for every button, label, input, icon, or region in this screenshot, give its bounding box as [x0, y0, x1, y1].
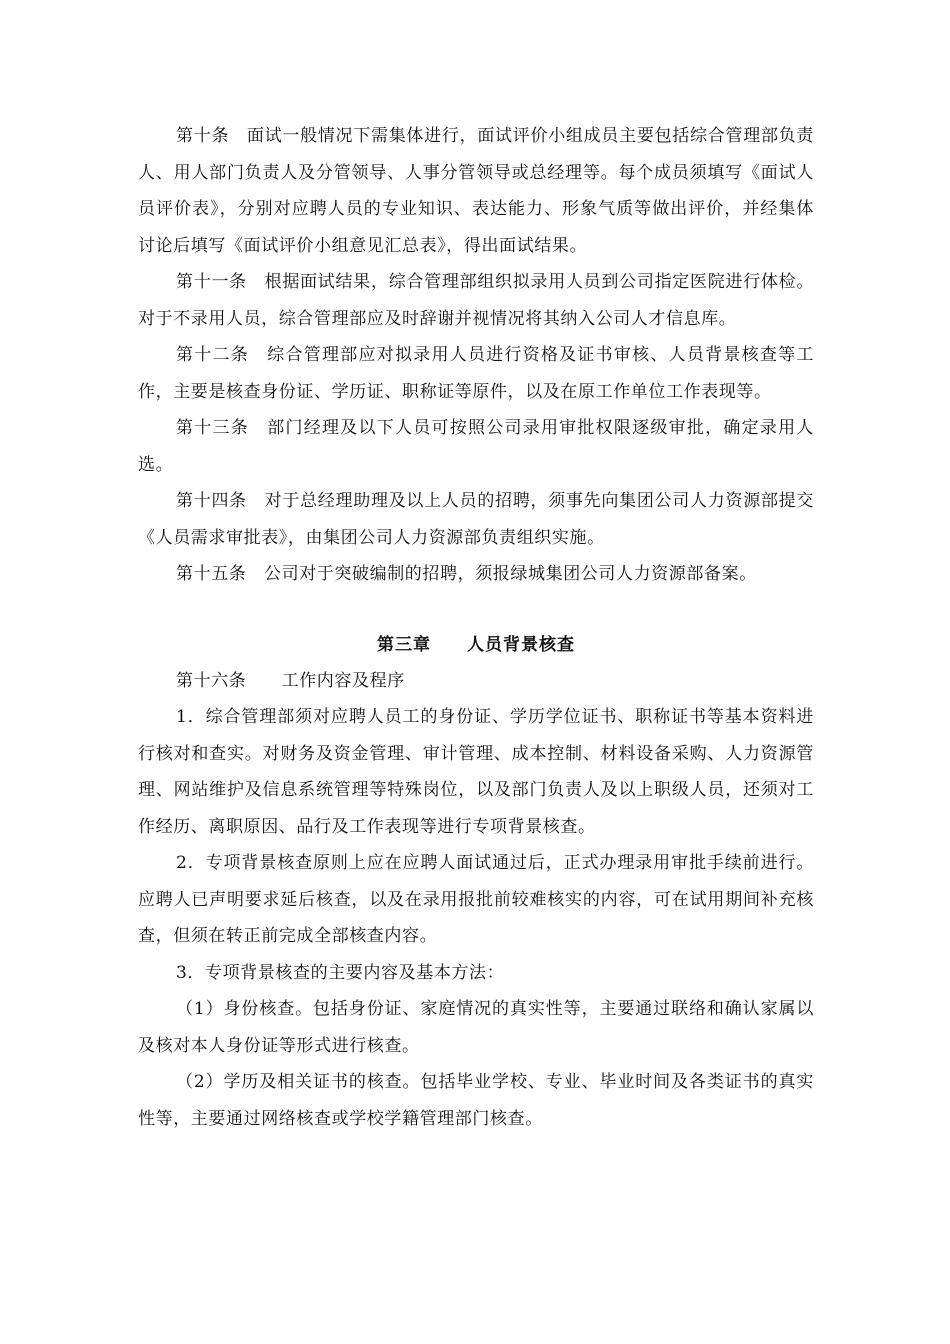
- item-1-paragraph: 1．综合管理部须对应聘人员工的身份证、学历学位证书、职称证书等基本资料进行核对和查实。对财务及资金管理、审计管理、成本控制、材料设备采购、人力资源管理、网站维护及信息系统管理等特殊岗位，以及部门负责人及以上职级人员，还须对工作经历、离职原因、品行及工作表现等进行专项背景核查。: [138, 707, 814, 837]
- item-2-paragraph: 2．专项背景核查原则上应在应聘人面试通过后，正式办理录用审批手续前进行。应聘人已声明要求延后核查，以及在录用报批前较难核实的内容，可在试用期间补充核查，但须在转正前完成全部核查内容。: [138, 853, 814, 946]
- document-body: [138, 118, 814, 1137]
- article-14-paragraph: 第十四条 对于总经理助理及以上人员的招聘，须事先向集团公司人力资源部提交《人员需求审批表》，由集团公司人力资源部负责组织实施。: [138, 491, 814, 548]
- subitem-1-paragraph: （1）身份核查。包括身份证、家庭情况的真实性等，主要通过联络和确认家属以及核对本人身份证等形式进行核查。: [138, 999, 814, 1056]
- chapter-title: 第三章 人员背景核查: [377, 634, 575, 655]
- article-11-paragraph: 第十一条 根据面试结果，综合管理部组织拟录用人员到公司指定医院进行体检。对于不录用人员，综合管理部应及时辞谢并视情况将其纳入公司人才信息库。: [138, 272, 814, 329]
- article-12-paragraph: 第十二条 综合管理部应对拟录用人员进行资格及证书审核、人员背景核查等工作，主要是核查身份证、学历证、职称证等原件，以及在原工作单位工作表现等。: [138, 345, 814, 402]
- chapter-spacer: [138, 593, 814, 627]
- article-10-paragraph: 第十条 面试一般情况下需集体进行，面试评价小组成员主要包括综合管理部负责人、用人部门负责人及分管领导、人事分管领导或总经理等。每个成员须填写《面试人员评价表》，分别对应聘人员的专业知识、表达能力、形象气质等做出评价，并经集体讨论后填写《面试评价小组意见汇总表》，得出面试结果。: [138, 126, 814, 256]
- article-16-heading: 第十六条 工作内容及程序: [176, 670, 405, 691]
- item-3-paragraph: 3．专项背景核查的主要内容及基本方法：: [176, 962, 505, 983]
- article-15-paragraph: 第十五条 公司对于突破编制的招聘，须报绿城集团公司人力资源部备案。: [176, 564, 757, 584]
- article-13-paragraph: 第十三条 部门经理及以下人员可按照公司录用审批权限逐级审批，确定录用人选。: [138, 418, 814, 475]
- subitem-2-paragraph: （2）学历及相关证书的核查。包括毕业学校、专业、毕业时间及各类证书的真实性等，主要通过网络核查或学校学籍管理部门核查。: [138, 1072, 814, 1129]
